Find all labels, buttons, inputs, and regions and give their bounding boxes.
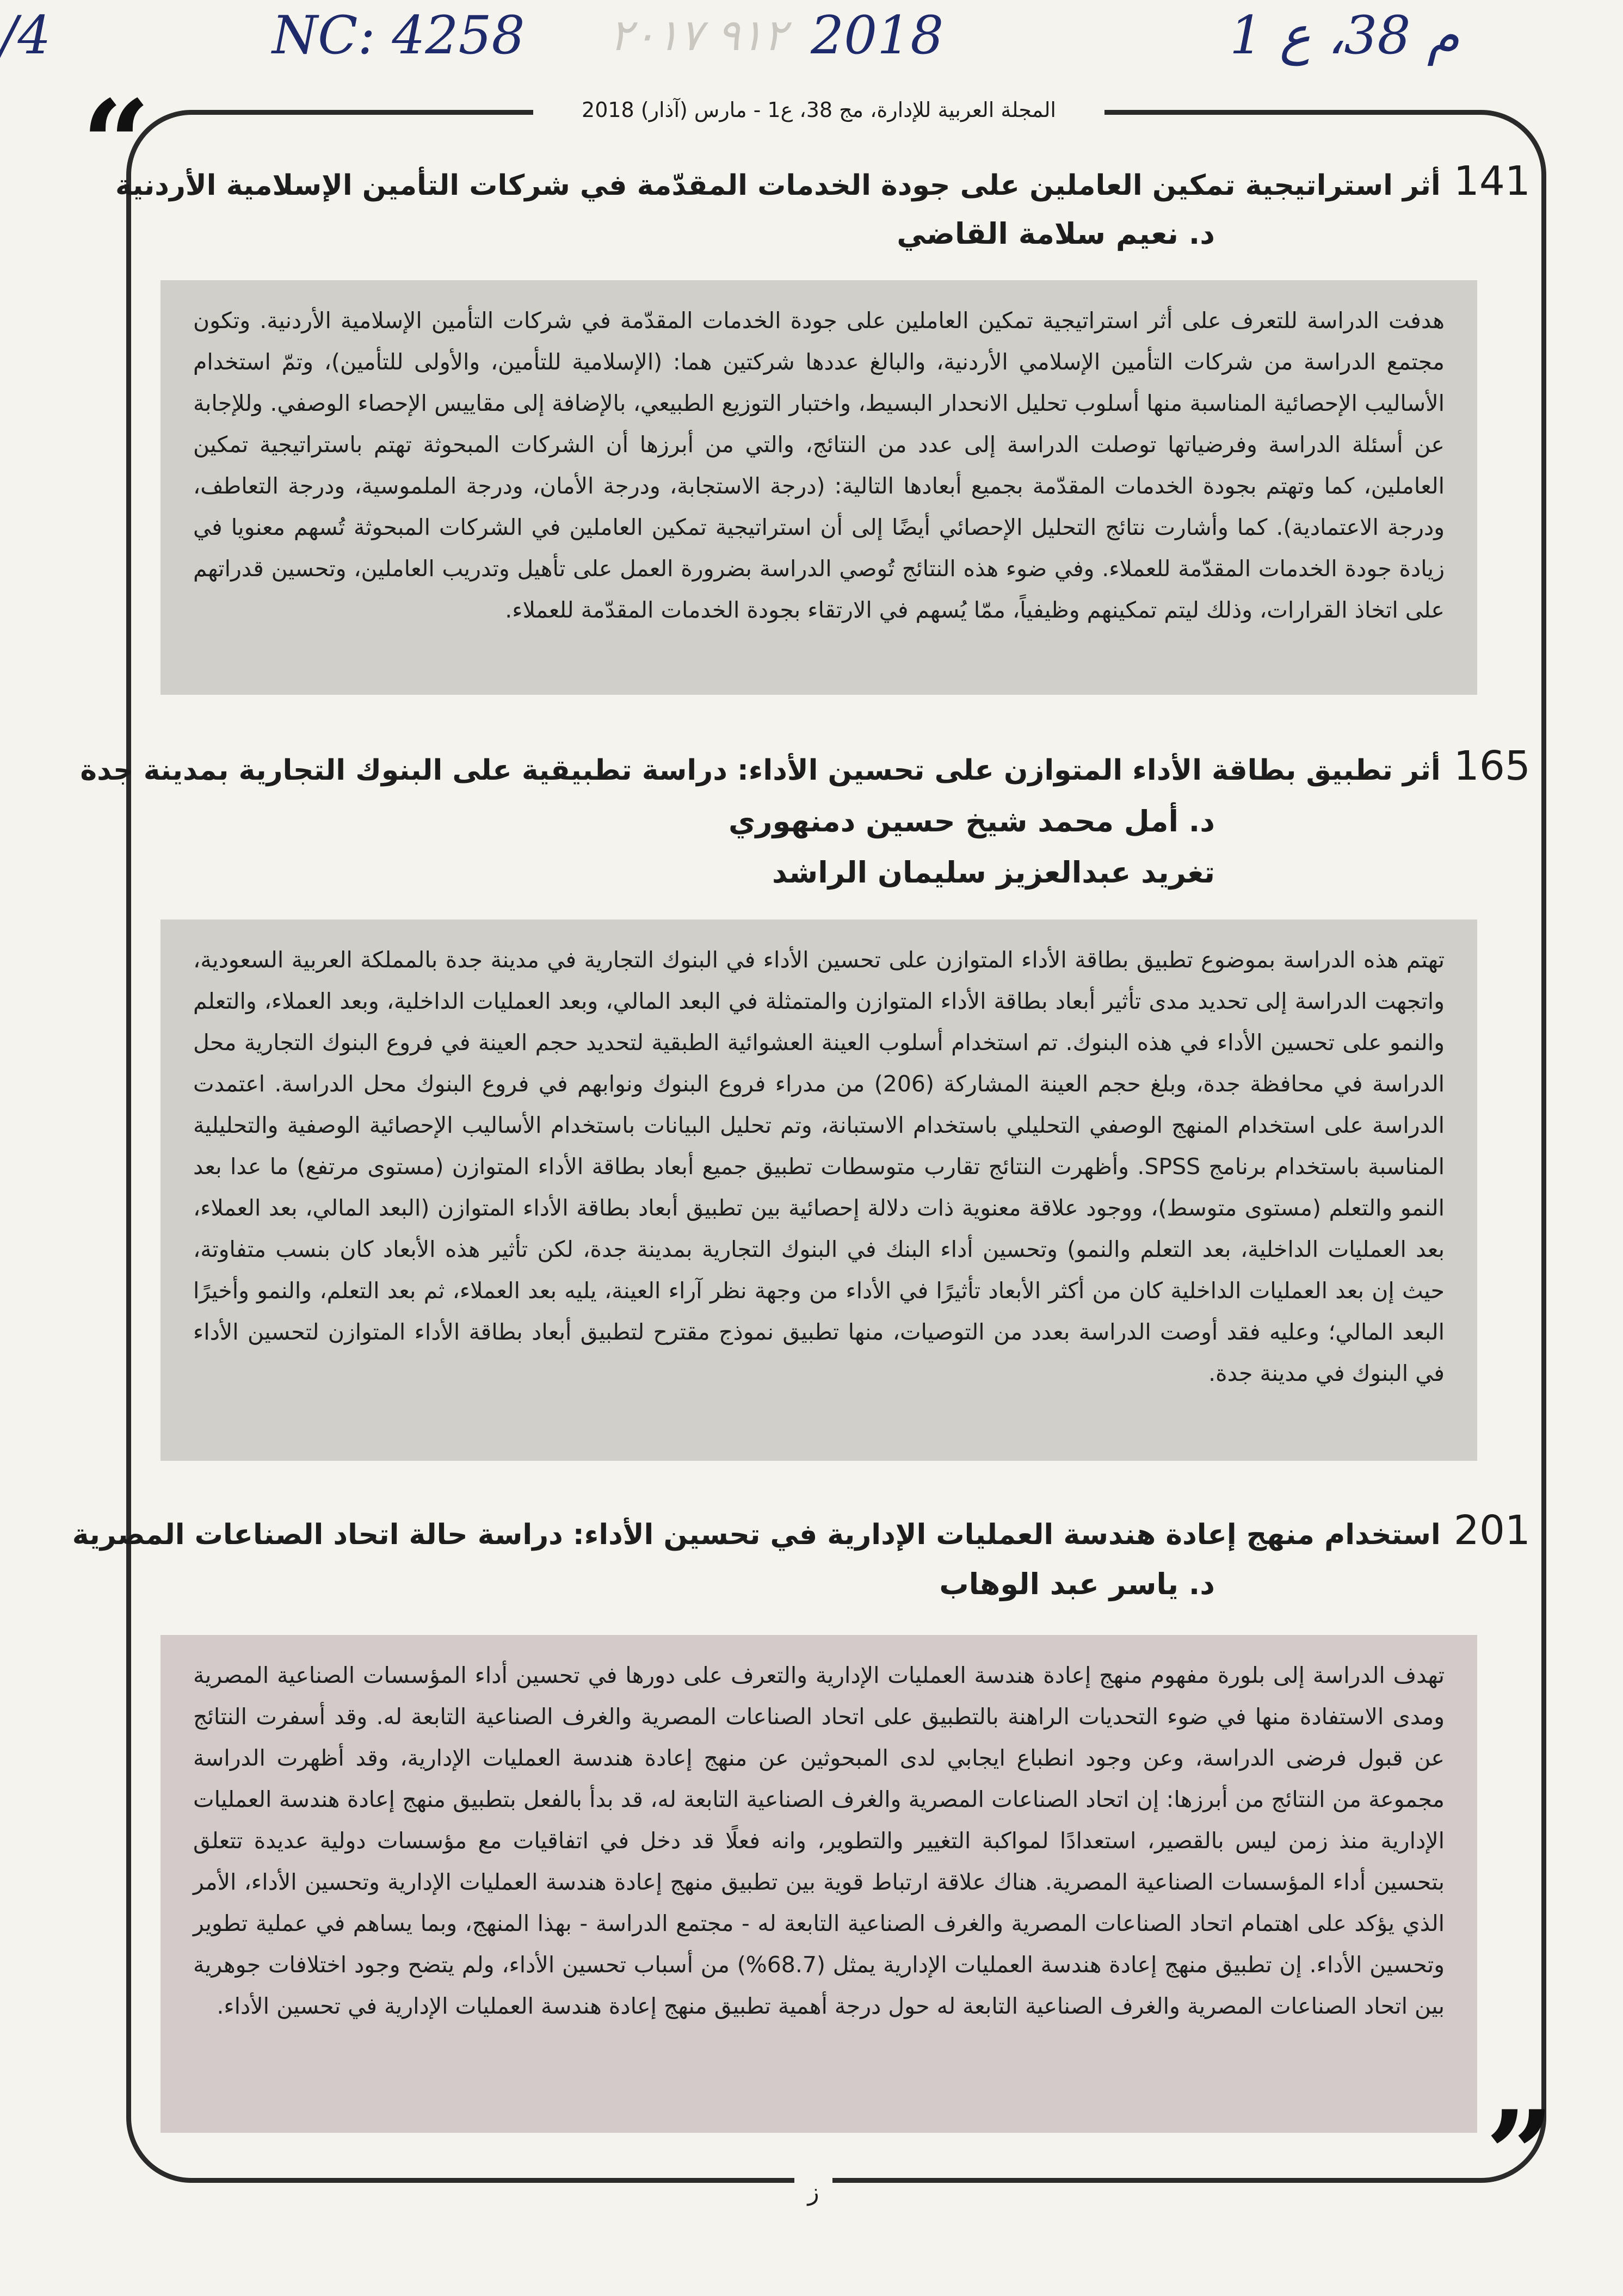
entry-author: د. نعيم سلامة القاضي (897, 217, 1215, 251)
handwritten-left-mark: /4 (0, 5, 51, 66)
handwritten-volume-mark: م 38، ع 1 (1230, 5, 1460, 66)
abstract-text: هدفت الدراسة للتعرف على أثر استراتيجية تمكين العاملين على جودة الخدمات المقدّمة في شركات التأمين الإسلامية الأردنية. وتكون مجتمع الدراسة من شركات التأمين الإسلامي الأردنية، والبالغ عددها شركتين هما: (الإسلامية للتأمين، والأولى للتأمين)، وتمّ استخدام الأساليب الإحصائية المناسبة منها أسلوب تحليل الانحدار البسيط، واختبار التوزيع الطبيعي، بالإضافة إلى مقاييس الإحصاء الوصفي. وللإجابة عن أسئلة الدراسة وفرضياتها توصلت الدراسة إلى عدد من النتائج، والتي من أبرزها أن الشركات المبحوثة تهتم باستراتيجية تمكين العاملين، كما وتهتم بجودة الخدمات المقدّمة بجميع أبعادها التالية: (درجة الاستجابة، ودرجة الأمان، ودرجة الملموسية، ودرجة التعاطف، ودرجة الاعتمادية). كما وأشارت نتائج التحليل الإحصائي أيضًا إلى أن استراتيجية تمكين العاملين في الشركات المبحوثة تُسهم معنويا في زيادة جودة الخدمات المقدّمة للعملاء. وفي ضوء هذه النتائج تُوصي الدراسة بضرورة العمل على تأهيل وتدريب العاملين، وتحسين قدراتهم على اتخاذ القرارات، وذلك ليتم تمكينهم وظيفياً، ممّا يُسهم في الارتقاء بجودة الخدمات المقدّمة للعملاء. (193, 307, 1445, 623)
handwritten-faint-mark: ٩١٢ ٢٠١٧ (609, 10, 787, 60)
page-number: ز (794, 2171, 832, 2214)
abstract-box (161, 1635, 1477, 2133)
entry-title (80, 743, 1531, 789)
entry-title (72, 1507, 1531, 1554)
close-quote-icon: ” (1485, 2084, 1554, 2225)
entry-author: د. أمل محمد شيخ حسين دمنهوري (729, 804, 1215, 838)
entry-title (115, 158, 1531, 205)
entry-page-number: 165 (1453, 743, 1531, 789)
abstract-text: تهدف الدراسة إلى بلورة مفهوم منهج إعادة هندسة العمليات الإدارية والتعرف على دورها في تحسين أداء المؤسسات الصناعية المصرية ومدى الاستفادة منها في ضوء التحديات الراهنة بالتطبيق على اتحاد الصناعات المصرية والغرف الصناعية التابعة له. وقد أسفرت النتائج عن قبول فرضى الدراسة، وعن وجود انطباع ايجابي لدى المبحوثين عن منهج إعادة هندسة العمليات الإدارية، وقد أظهرت الدراسة مجموعة من النتائج من أبرزها: إن اتحاد الصناعات المصرية والغرف الصناعية التابعة له، قد بدأ بالفعل بتطبيق منهج إعادة هندسة العمليات الإدارية منذ زمن ليس بالقصير، استعدادًا لمواكبة التغيير والتطوير، وانه فعلًا قد دخل في اتفاقيات مع مؤسسات دولية عديدة تتعلق بتحسين أداء المؤسسات الصناعية المصرية. هناك علاقة ارتباط قوية بين تطبيق منهج إعادة هندسة العمليات الإدارية وتحسين الأداء، الأمر الذي يؤكد على اهتمام اتحاد الصناعات المصرية والغرف الصناعية التابعة له - مجتمع الدراسة - بهذا المنهج، وبما يساهم في عملية تطوير وتحسين الأداء. إن تطبيق منهج إعادة هندسة العمليات الإدارية يمثل (68.7%) من أسباب تحسين الأداء، ولم يتضح وجود اختلافات جوهرية بين اتحاد الصناعات المصرية والغرف الصناعية التابعة له حول درجة أهمية تطبيق منهج إعادة هندسة العمليات الإدارية في تحسين الأداء. (193, 1662, 1445, 2019)
entry-page-number: 141 (1453, 158, 1531, 205)
abstract-box (161, 919, 1477, 1461)
handwritten-nc-number: NC: 4258 (272, 5, 525, 66)
entry-author: د. ياسر عبد الوهاب (939, 1567, 1215, 1601)
handwritten-year: 2018 (811, 5, 944, 66)
entry-title-text: أثر استراتيجية تمكين العاملين على جودة الخدمات المقدّمة في شركات التأمين الإسلامية الأردنية (115, 169, 1441, 202)
entry-page-number: 201 (1453, 1507, 1531, 1554)
abstract-box (161, 280, 1477, 695)
abstract-text: تهتم هذه الدراسة بموضوع تطبيق بطاقة الأداء المتوازن على تحسين الأداء في البنوك التجارية في مدينة جدة بالمملكة العربية السعودية، واتجهت الدراسة إلى تحديد مدى تأثير أبعاد بطاقة الأداء المتوازن والمتمثلة في البعد المالي، وبعد العمليات الداخلية، وبعد العملاء، والتعلم والنمو على تحسين الأداء في هذه البنوك. تم استخدام أسلوب العينة العشوائية الطبقية لتحديد حجم العينة في فروع البنوك التجارية محل الدراسة في محافظة جدة، وبلغ حجم العينة المشاركة (206) من مدراء فروع البنوك ونوابهم في فروع البنوك محل الدراسة. اعتمدت الدراسة على استخدام المنهج الوصفي التحليلي باستخدام الاستبانة، وتم تحليل البيانات باستخدام الأساليب الإحصائية الوصفية والتحليلية المناسبة باستخدام برنامج SPSS. وأظهرت النتائج تقارب متوسطات تطبيق جميع أبعاد بطاقة الأداء المتوازن (مستوى مرتفع) ما عدا بعد النمو والتعلم (مستوى متوسط)، ووجود علاقة معنوية ذات دلالة إحصائية بين تطبيق أبعاد بطاقة الأداء المتوازن (البعد المالي، بعد العملاء، بعد العمليات الداخلية، بعد التعلم والنمو) وتحسين أداء البنك في البنوك التجارية بمدينة جدة، لكن تأثير هذه الأبعاد كان بنسب متفاوتة، حيث إن بعد العمليات الداخلية كان من أكثر الأبعاد تأثيرًا في الأداء من وجهة نظر آراء العينة، يليه بعد العملاء، ثم بعد التعلم، والنمو وأخيرًا البعد المالي؛ وعليه فقد أوصت الدراسة بعدد من التوصيات، منها تطبيق نموذج مقترح لتطبيق أبعاد بطاقة الأداء المتوازن لتحسين الأداء في البنوك في مدينة جدة. (193, 947, 1445, 1386)
open-quote-icon: “ (82, 73, 151, 214)
entry-title-text: استخدام منهج إعادة هندسة العمليات الإدارية في تحسين الأداء: دراسة حالة اتحاد الصناعات المصرية (72, 1519, 1441, 1551)
entry-title-text: أثر تطبيق بطاقة الأداء المتوازن على تحسين الأداء: دراسة تطبيقية على البنوك التجارية بمدينة جدة (80, 754, 1441, 787)
entry-author: تغريد عبدالعزيز سليمان الراشد (772, 855, 1215, 890)
journal-header: المجلة العربية للإدارة، مج 38، ع1 - مارس (آذار) 2018 (533, 91, 1104, 128)
